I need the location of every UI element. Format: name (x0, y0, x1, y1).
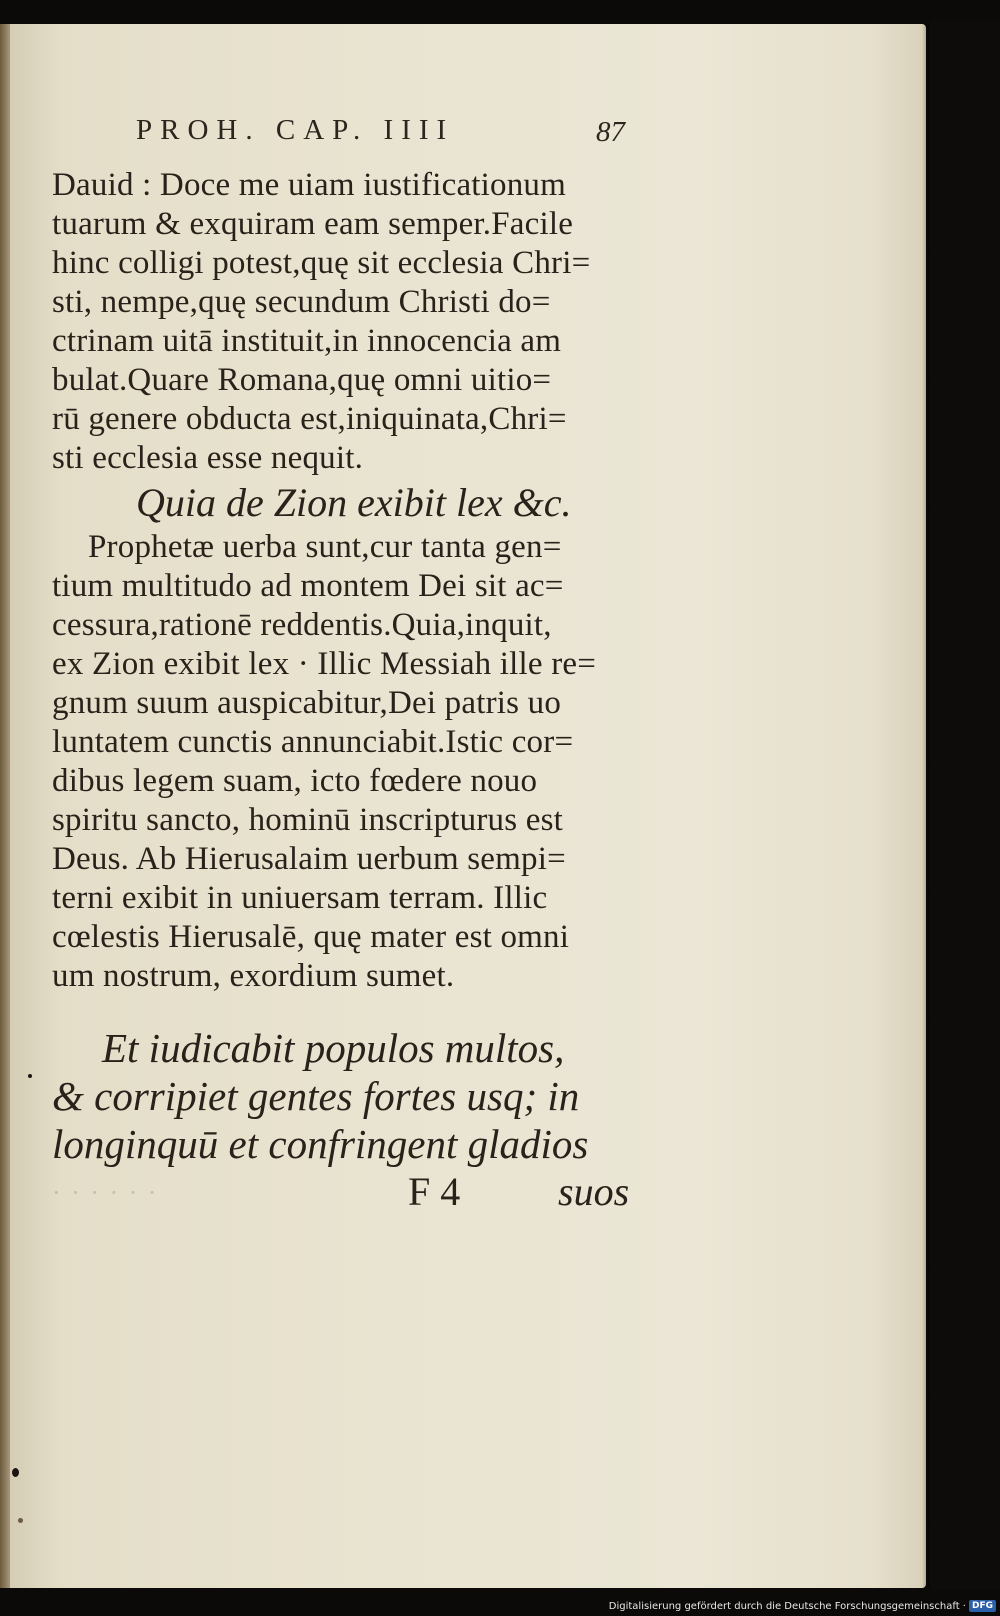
ink-speck (12, 1468, 19, 1477)
book-fore-edge (930, 20, 1000, 1590)
page-header (52, 112, 652, 156)
text-line: terni exibit in uniuersam terram. Illic (52, 880, 548, 916)
text-line: sti ecclesia esse nequit. (52, 440, 364, 476)
text-line: ex Zion exibit lex · Illic Messiah ille re= (52, 646, 597, 682)
text-line: bulat.Quare Romana,quę omni uitio= (52, 362, 552, 398)
scripture-verse (52, 1024, 652, 1168)
ink-speck (18, 1518, 23, 1523)
ink-speck (28, 1074, 32, 1078)
text-line: rū genere obducta est,iniquinata,Chri= (52, 401, 567, 437)
text-line: hinc colligi potest,quę sit ecclesia Chri= (52, 245, 591, 281)
dfg-logo: DFG (969, 1600, 996, 1612)
verse-line: & corripiet gentes fortes usq; in (52, 1073, 580, 1119)
text-line: luntatem cunctis annunciabit.Istic cor= (52, 724, 574, 760)
page-footer (52, 1168, 652, 1216)
page-text (52, 112, 652, 1216)
text-line: Prophetæ uerba sunt,cur tanta gen= (88, 529, 562, 565)
text-line: gnum suum auspicabitur,Dei patris uo (52, 685, 562, 721)
show-through-text: · · · · · · (52, 1178, 159, 1207)
text-line: tium multitudo ad montem Dei sit ac= (52, 568, 564, 604)
text-line: um nostrum, exordium sumet. (52, 958, 455, 994)
text-line: Deus. Ab Hierusalaim uerbum sempi= (52, 841, 566, 877)
credit-text: Digitalisierung gefördert durch die Deutsche Forschungsgemeinschaft · (608, 1600, 966, 1612)
text-line: sti, nempe,quę secundum Christi do= (52, 284, 551, 320)
signature-mark: F 4 (408, 1169, 461, 1214)
catchword: suos (558, 1169, 630, 1214)
text-line: dibus legem suam, icto fœdere nouo (52, 763, 538, 799)
text-line: cessura,rationē reddentis.Quia,inquit, (52, 607, 552, 643)
text-line: Dauid : Doce me uiam iustificationum (52, 167, 566, 203)
lemma-heading: Quia de Zion exibit lex &c. (136, 480, 572, 525)
text-line: tuarum & exquiram eam semper.Facile (52, 206, 574, 242)
text-line: spiritu sancto, hominū inscripturus est (52, 802, 564, 838)
page-number: 87 (596, 116, 625, 148)
verse-line: Et iudicabit populos multos, (102, 1025, 565, 1071)
book-gutter (0, 24, 10, 1588)
text-line: ctrinam uitā instituit,in innocencia am (52, 323, 562, 359)
commentary-paragraph (52, 528, 652, 996)
body-paragraph (52, 166, 652, 478)
text-line: cœlestis Hierusalē, quę mater est omni (52, 919, 570, 955)
running-head: PROH. CAP. IIII (136, 114, 455, 146)
verse-line: longinquū et confringent gladios (52, 1121, 589, 1167)
digitization-credit (609, 1600, 996, 1612)
